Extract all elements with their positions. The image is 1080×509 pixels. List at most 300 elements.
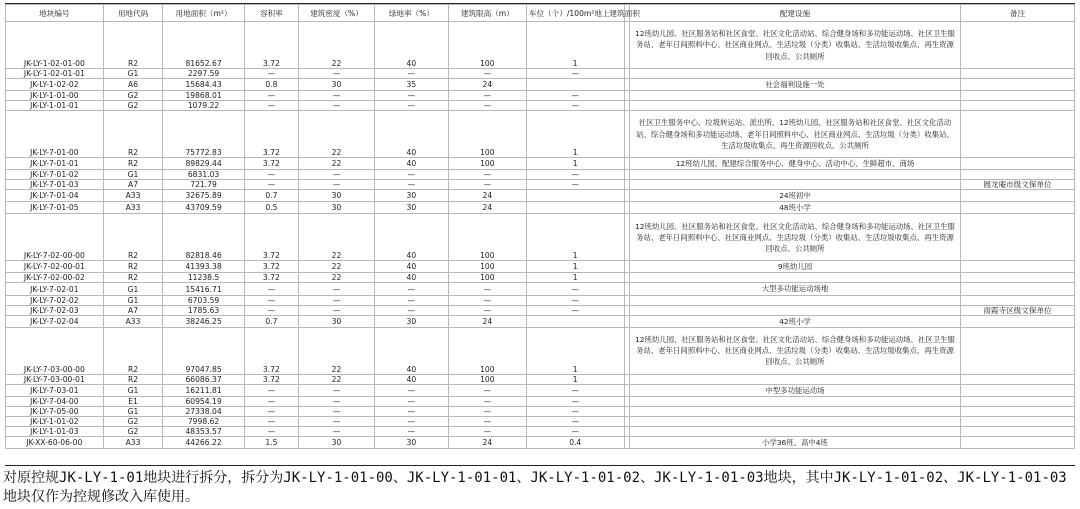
table-row — [6, 426, 1075, 436]
cell-remarks — [960, 190, 1074, 202]
cell-plot-id: JK-LY-7-02-00-01 — [6, 261, 104, 273]
cell-far: 3.72 — [244, 327, 298, 374]
cell-green-ratio: 35 — [374, 79, 448, 91]
cell-green-ratio: — — [374, 295, 448, 305]
cell-green-ratio: — — [374, 91, 448, 101]
table-row — [6, 305, 1075, 315]
cell-remarks — [960, 214, 1074, 261]
cell-far: 3.72 — [244, 261, 298, 273]
cell-green-ratio: 40 — [374, 22, 448, 69]
cell-plot-id: JK-LY-7-02-04 — [6, 315, 104, 327]
cell-remarks: 圆龙庵市级文保单位 — [960, 180, 1074, 190]
cell-facilities: 小学36班、高中4班 — [629, 436, 960, 448]
table-row — [6, 91, 1075, 101]
cell-far: 3.72 — [244, 111, 298, 158]
cell-building-density: — — [299, 180, 375, 190]
cell-parking: 1 — [526, 22, 624, 69]
cell-remarks — [960, 315, 1074, 327]
cell-height-limit: 24 — [448, 436, 526, 448]
table-row — [6, 295, 1075, 305]
header-building-density: 建筑密度（%） — [299, 5, 375, 22]
cell-land-code: G2 — [103, 416, 163, 426]
cell-land-code: R2 — [103, 111, 163, 158]
cell-land-code: A7 — [103, 305, 163, 315]
cell-land-area: 75772.83 — [163, 111, 244, 158]
cell-parking: 1 — [526, 214, 624, 261]
cell-building-density: — — [299, 283, 375, 295]
header-facilities: 配建设施 — [629, 5, 960, 22]
cell-facilities — [629, 406, 960, 416]
cell-facilities — [629, 170, 960, 180]
cell-building-density: 22 — [299, 22, 375, 69]
cell-land-area: 89829.44 — [163, 158, 244, 170]
cell-facilities — [629, 416, 960, 426]
cell-green-ratio: — — [374, 180, 448, 190]
cell-parking: 1 — [526, 374, 624, 384]
cell-remarks — [960, 374, 1074, 384]
header-far: 容积率 — [244, 5, 298, 22]
cell-far: — — [244, 384, 298, 396]
cell-parking: — — [526, 101, 624, 111]
cell-far: 3.72 — [244, 273, 298, 283]
cell-height-limit: — — [448, 101, 526, 111]
cell-parking: — — [526, 170, 624, 180]
cell-land-area: 1785.63 — [163, 305, 244, 315]
cell-far: — — [244, 101, 298, 111]
cell-land-area: 66086.37 — [163, 374, 244, 384]
cell-building-density: 22 — [299, 261, 375, 273]
table-row — [6, 214, 1075, 261]
cell-parking: 1 — [526, 261, 624, 273]
cell-facilities — [629, 273, 960, 283]
cell-building-density: 30 — [299, 190, 375, 202]
cell-land-code: G1 — [103, 295, 163, 305]
cell-facilities — [629, 101, 960, 111]
cell-facilities: 社区卫生服务中心、垃圾转运站、派出所、12班幼儿园、社区服务站和社区食堂、社区文化活动站、综合健身场和多功能运动场、老年日间照料中心、社区商业网点、生活垃圾（分类）收集站、生活垃圾收集点、再生资源回收点、公共厕所 — [629, 111, 960, 158]
cell-plot-id: JK-LY-1-02-01-00 — [6, 22, 104, 69]
cell-remarks — [960, 158, 1074, 170]
cell-green-ratio: — — [374, 69, 448, 79]
cell-far: — — [244, 295, 298, 305]
table-row — [6, 190, 1075, 202]
cell-height-limit: 24 — [448, 190, 526, 202]
cell-land-code: A33 — [103, 315, 163, 327]
cell-parking: — — [526, 305, 624, 315]
cell-plot-id: JK-LY-7-04-00 — [6, 396, 104, 406]
cell-parking — [526, 190, 624, 202]
cell-parking: — — [526, 91, 624, 101]
cell-height-limit: — — [448, 406, 526, 416]
cell-height-limit: — — [448, 416, 526, 426]
table-body — [6, 22, 1075, 449]
cell-far: 0.5 — [244, 202, 298, 214]
table-row — [6, 22, 1075, 69]
cell-land-area: 6831.03 — [163, 170, 244, 180]
cell-parking: — — [526, 295, 624, 305]
cell-remarks — [960, 111, 1074, 158]
cell-far: — — [244, 396, 298, 406]
cell-height-limit: — — [448, 384, 526, 396]
table-row — [6, 170, 1075, 180]
cell-facilities — [629, 426, 960, 436]
cell-far: — — [244, 283, 298, 295]
table-row — [6, 273, 1075, 283]
cell-building-density: — — [299, 91, 375, 101]
cell-land-code: R2 — [103, 261, 163, 273]
cell-remarks — [960, 416, 1074, 426]
cell-parking: 0.4 — [526, 436, 624, 448]
cell-plot-id: JK-LY-1-01-02 — [6, 416, 104, 426]
cell-parking: — — [526, 426, 624, 436]
cell-facilities: 24班初中 — [629, 190, 960, 202]
cell-remarks — [960, 261, 1074, 273]
cell-land-area: 48353.57 — [163, 426, 244, 436]
cell-land-code: R2 — [103, 374, 163, 384]
cell-green-ratio: 40 — [374, 374, 448, 384]
cell-green-ratio: — — [374, 101, 448, 111]
cell-land-area: 32675.89 — [163, 190, 244, 202]
cell-land-code: E1 — [103, 396, 163, 406]
cell-green-ratio: 40 — [374, 158, 448, 170]
cell-facilities — [629, 374, 960, 384]
cell-building-density: 30 — [299, 202, 375, 214]
cell-height-limit: 100 — [448, 22, 526, 69]
cell-parking: — — [526, 396, 624, 406]
cell-land-code: A7 — [103, 180, 163, 190]
cell-green-ratio: 40 — [374, 327, 448, 374]
cell-plot-id: JK-LY-7-02-00-00 — [6, 214, 104, 261]
cell-land-code: A33 — [103, 436, 163, 448]
cell-height-limit: 100 — [448, 374, 526, 384]
cell-parking — [526, 315, 624, 327]
cell-building-density: — — [299, 384, 375, 396]
header-height-limit: 建筑限高（m） — [448, 5, 526, 22]
cell-facilities: 中型多功能运动场 — [629, 384, 960, 396]
cell-parking — [526, 79, 624, 91]
table-row — [6, 374, 1075, 384]
note-caption: 对原控规JK-LY-1-01地块进行拆分，拆分为JK-LY-1-01-00、JK-LY-1-01-01、JK-LY-1-01-02、JK-LY-1-01-03地块，其中JK-LY-1-01-02、JK-LY-1-01-03地块仅作为控规修改入库使用。 — [3, 470, 1067, 505]
cell-far: — — [244, 170, 298, 180]
cell-parking — [526, 202, 624, 214]
cell-height-limit: 100 — [448, 111, 526, 158]
cell-far: — — [244, 180, 298, 190]
cell-building-density: 30 — [299, 315, 375, 327]
cell-green-ratio: 40 — [374, 261, 448, 273]
cell-facilities: 大型多功能运动场地 — [629, 283, 960, 295]
cell-remarks — [960, 91, 1074, 101]
cell-land-area: 16211.81 — [163, 384, 244, 396]
cell-building-density: 22 — [299, 111, 375, 158]
cell-height-limit: — — [448, 426, 526, 436]
table-row — [6, 79, 1075, 91]
cell-building-density: — — [299, 406, 375, 416]
header-land-area: 用地面积（m²） — [163, 5, 244, 22]
cell-plot-id: JK-LY-7-01-01 — [6, 158, 104, 170]
cell-land-code: G1 — [103, 406, 163, 416]
cell-facilities — [629, 396, 960, 406]
cell-remarks — [960, 22, 1074, 69]
header-parking: 车位（个）/100m²地上建筑面积 — [526, 5, 624, 22]
cell-plot-id: JK-LY-7-01-03 — [6, 180, 104, 190]
planning-table-wrapper — [5, 3, 1075, 466]
cell-facilities — [629, 91, 960, 101]
table-row — [6, 436, 1075, 448]
cell-green-ratio: 30 — [374, 315, 448, 327]
cell-far: — — [244, 91, 298, 101]
cell-height-limit: — — [448, 180, 526, 190]
cell-height-limit: 100 — [448, 214, 526, 261]
cell-facilities — [629, 295, 960, 305]
cell-facilities: 12班幼儿园、社区服务站和社区食堂、社区文化活动站、综合健身场和多功能运动场、社区卫生服务站、老年日间照料中心、社区商业网点、生活垃圾（分类）收集站、生活垃圾收集点、再生资源回收点、公共厕所 — [629, 214, 960, 261]
cell-land-area: 7998.62 — [163, 416, 244, 426]
cell-far: 3.72 — [244, 22, 298, 69]
cell-plot-id: JK-LY-7-05-00 — [6, 406, 104, 416]
cell-facilities: 12班幼儿园、社区服务站和社区食堂、社区文化活动站、综合健身场和多功能运动场、社区卫生服务站、老年日间照料中心、社区商业网点、生活垃圾（分类）收集站、生活垃圾收集点、再生资源回收点、公共厕所 — [629, 22, 960, 69]
cell-land-code: R2 — [103, 327, 163, 374]
cell-height-limit: — — [448, 170, 526, 180]
cell-facilities — [629, 305, 960, 315]
cell-far: 1.5 — [244, 436, 298, 448]
cell-building-density: 22 — [299, 374, 375, 384]
cell-parking: 1 — [526, 273, 624, 283]
cell-plot-id: JK-LY-7-02-03 — [6, 305, 104, 315]
cell-facilities — [629, 180, 960, 190]
cell-plot-id: JK-LY-7-03-01 — [6, 384, 104, 396]
cell-green-ratio: 30 — [374, 436, 448, 448]
cell-plot-id: JK-LY-1-01-03 — [6, 426, 104, 436]
cell-remarks — [960, 295, 1074, 305]
cell-green-ratio: 40 — [374, 273, 448, 283]
cell-height-limit: 100 — [448, 273, 526, 283]
cell-plot-id: JK-LY-7-01-02 — [6, 170, 104, 180]
cell-facilities — [629, 69, 960, 79]
cell-land-code: G1 — [103, 69, 163, 79]
table-row — [6, 261, 1075, 273]
planning-control-table — [5, 4, 1075, 449]
table-row — [6, 406, 1075, 416]
header-green-ratio: 绿地率（%） — [374, 5, 448, 22]
cell-land-area: 43709.59 — [163, 202, 244, 214]
header-plot-id: 地块编号 — [6, 5, 104, 22]
cell-building-density: 30 — [299, 79, 375, 91]
header-land-code: 用地代码 — [103, 5, 163, 22]
cell-parking: — — [526, 384, 624, 396]
cell-land-code: R2 — [103, 22, 163, 69]
table-row — [6, 384, 1075, 396]
cell-remarks — [960, 273, 1074, 283]
table-row — [6, 101, 1075, 111]
cell-land-area: 721.79 — [163, 180, 244, 190]
cell-land-area: 6703.59 — [163, 295, 244, 305]
cell-plot-id: JK-LY-1-01-00 — [6, 91, 104, 101]
cell-facilities: 9班幼儿园 — [629, 261, 960, 273]
cell-far: — — [244, 305, 298, 315]
cell-remarks — [960, 170, 1074, 180]
cell-height-limit: — — [448, 305, 526, 315]
cell-plot-id: JK-LY-7-01-00 — [6, 111, 104, 158]
cell-land-area: 15416.71 — [163, 283, 244, 295]
cell-building-density: — — [299, 101, 375, 111]
cell-land-code: R2 — [103, 273, 163, 283]
cell-parking: — — [526, 180, 624, 190]
cell-land-area: 27338.04 — [163, 406, 244, 416]
cell-plot-id: JK-LY-1-02-01-01 — [6, 69, 104, 79]
cell-far: 3.72 — [244, 158, 298, 170]
cell-parking: — — [526, 69, 624, 79]
cell-far: — — [244, 416, 298, 426]
cell-building-density: — — [299, 305, 375, 315]
cell-land-area: 19868.01 — [163, 91, 244, 101]
cell-height-limit: 100 — [448, 261, 526, 273]
cell-building-density: 30 — [299, 436, 375, 448]
cell-land-area: 2297.59 — [163, 69, 244, 79]
cell-land-code: G2 — [103, 101, 163, 111]
header-remarks: 备注 — [960, 5, 1074, 22]
cell-plot-id: JK-LY-7-02-00-02 — [6, 273, 104, 283]
cell-land-area: 97047.85 — [163, 327, 244, 374]
cell-height-limit: 24 — [448, 79, 526, 91]
cell-green-ratio: — — [374, 416, 448, 426]
cell-green-ratio: — — [374, 396, 448, 406]
cell-height-limit: — — [448, 295, 526, 305]
table-row — [6, 416, 1075, 426]
cell-remarks — [960, 69, 1074, 79]
cell-green-ratio: 40 — [374, 214, 448, 261]
cell-remarks — [960, 202, 1074, 214]
cell-green-ratio: — — [374, 305, 448, 315]
cell-plot-id: JK-LY-7-02-01 — [6, 283, 104, 295]
table-row — [6, 111, 1075, 158]
cell-land-area: 1079.22 — [163, 101, 244, 111]
table-row — [6, 327, 1075, 374]
cell-far: — — [244, 426, 298, 436]
cell-remarks — [960, 384, 1074, 396]
cell-building-density: — — [299, 416, 375, 426]
table-header-row — [6, 5, 1075, 22]
cell-parking: 1 — [526, 111, 624, 158]
cell-parking: 1 — [526, 327, 624, 374]
cell-land-code: G2 — [103, 91, 163, 101]
cell-plot-id: JK-XX-60-06-00 — [6, 436, 104, 448]
cell-green-ratio: — — [374, 283, 448, 295]
cell-far: 3.72 — [244, 374, 298, 384]
cell-land-code: G1 — [103, 170, 163, 180]
cell-remarks — [960, 406, 1074, 416]
cell-green-ratio: 40 — [374, 111, 448, 158]
cell-far: 0.8 — [244, 79, 298, 91]
cell-height-limit: — — [448, 283, 526, 295]
cell-building-density: — — [299, 69, 375, 79]
cell-green-ratio: 30 — [374, 202, 448, 214]
cell-land-code: G1 — [103, 384, 163, 396]
cell-height-limit: — — [448, 91, 526, 101]
table-row — [6, 69, 1075, 79]
cell-remarks — [960, 426, 1074, 436]
table-row — [6, 158, 1075, 170]
cell-green-ratio: — — [374, 426, 448, 436]
cell-green-ratio: — — [374, 406, 448, 416]
cell-remarks: 雨霞寺区级文保单位 — [960, 305, 1074, 315]
cell-building-density: 22 — [299, 327, 375, 374]
cell-green-ratio: — — [374, 170, 448, 180]
cell-facilities: 12班幼儿园、社区服务站和社区食堂、社区文化活动站、综合健身场和多功能运动场、社区卫生服务站、老年日间照料中心、社区商业网点、生活垃圾（分类）收集站、生活垃圾收集点、再生资源回收点、公共厕所 — [629, 327, 960, 374]
cell-parking: — — [526, 406, 624, 416]
cell-facilities: 48班小学 — [629, 202, 960, 214]
cell-height-limit: — — [448, 69, 526, 79]
cell-plot-id: JK-LY-1-02-02 — [6, 79, 104, 91]
cell-far: 0.7 — [244, 315, 298, 327]
cell-remarks — [960, 283, 1074, 295]
cell-building-density: 22 — [299, 158, 375, 170]
cell-land-area: 82818.46 — [163, 214, 244, 261]
cell-land-code: G2 — [103, 426, 163, 436]
cell-parking: — — [526, 283, 624, 295]
cell-land-area: 11238.5 — [163, 273, 244, 283]
cell-height-limit: 100 — [448, 158, 526, 170]
cell-land-code: A33 — [103, 190, 163, 202]
cell-land-area: 41393.38 — [163, 261, 244, 273]
cell-land-area: 60954.19 — [163, 396, 244, 406]
cell-height-limit: 24 — [448, 202, 526, 214]
cell-plot-id: JK-LY-7-01-05 — [6, 202, 104, 214]
cell-building-density: — — [299, 295, 375, 305]
cell-building-density: 22 — [299, 273, 375, 283]
cell-far: 0.7 — [244, 190, 298, 202]
cell-remarks — [960, 101, 1074, 111]
cell-land-code: A33 — [103, 202, 163, 214]
cell-land-code: A6 — [103, 79, 163, 91]
table-row — [6, 396, 1075, 406]
cell-far: 3.72 — [244, 214, 298, 261]
cell-building-density: — — [299, 396, 375, 406]
cell-facilities: 12班幼儿园、配建综合服务中心、健身中心、活动中心、生鲜超市、商场 — [629, 158, 960, 170]
cell-parking: 1 — [526, 158, 624, 170]
cell-plot-id: JK-LY-7-03-00-01 — [6, 374, 104, 384]
cell-height-limit: 100 — [448, 327, 526, 374]
cell-land-code: R2 — [103, 158, 163, 170]
cell-plot-id: JK-LY-7-03-00-00 — [6, 327, 104, 374]
cell-green-ratio: — — [374, 384, 448, 396]
cell-land-area: 44266.22 — [163, 436, 244, 448]
cell-building-density: — — [299, 170, 375, 180]
cell-parking: — — [526, 416, 624, 426]
cell-land-area: 81652.67 — [163, 22, 244, 69]
cell-building-density: — — [299, 426, 375, 436]
cell-green-ratio: 30 — [374, 190, 448, 202]
cell-land-area: 15684.43 — [163, 79, 244, 91]
cell-height-limit: — — [448, 396, 526, 406]
cell-plot-id: JK-LY-1-01-01 — [6, 101, 104, 111]
cell-land-area: 38246.25 — [163, 315, 244, 327]
cell-far: — — [244, 69, 298, 79]
cell-facilities: 42班小学 — [629, 315, 960, 327]
table-row — [6, 180, 1075, 190]
cell-land-code: R2 — [103, 214, 163, 261]
cell-height-limit: 24 — [448, 315, 526, 327]
cell-facilities: 社会福利设施一处 — [629, 79, 960, 91]
cell-remarks — [960, 327, 1074, 374]
table-row — [6, 202, 1075, 214]
cell-plot-id: JK-LY-7-01-04 — [6, 190, 104, 202]
cell-remarks — [960, 436, 1074, 448]
cell-land-code: G1 — [103, 283, 163, 295]
table-row — [6, 315, 1075, 327]
table-row — [6, 283, 1075, 295]
cell-building-density: 22 — [299, 214, 375, 261]
cell-remarks — [960, 79, 1074, 91]
cell-plot-id: JK-LY-7-02-02 — [6, 295, 104, 305]
cell-far: — — [244, 406, 298, 416]
